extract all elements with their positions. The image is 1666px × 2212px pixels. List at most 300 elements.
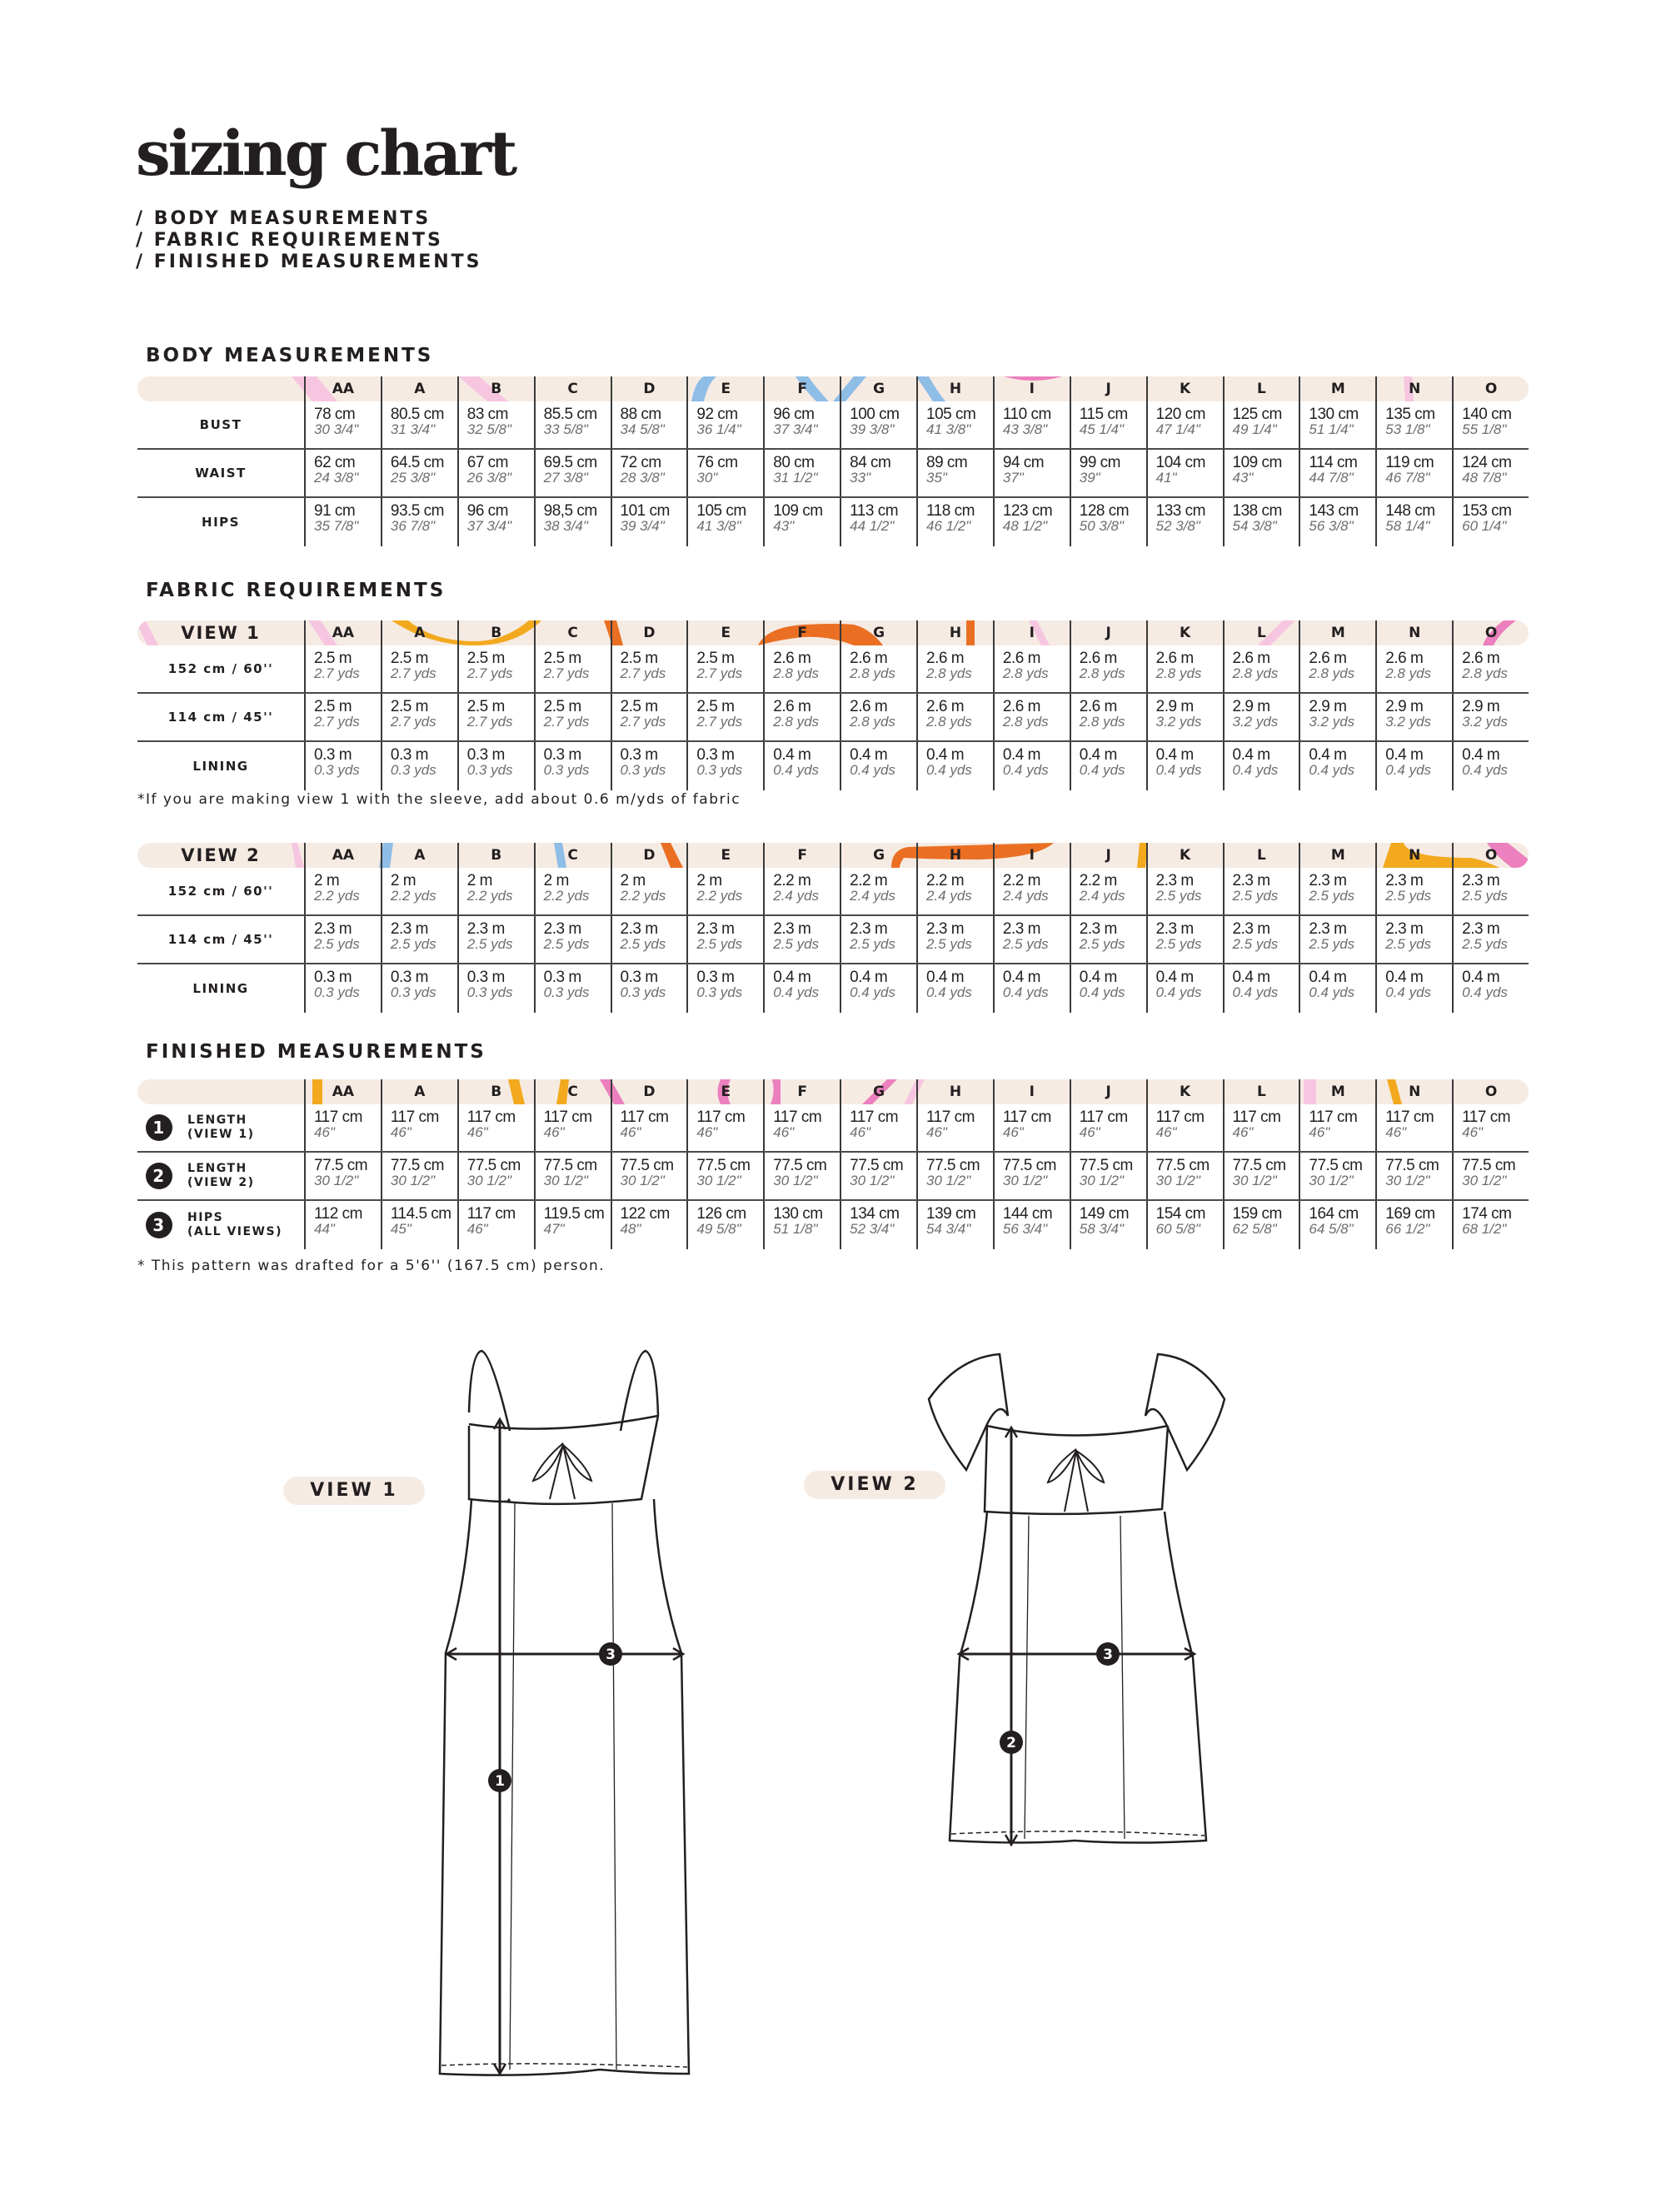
metric-value: 2.5 m bbox=[314, 650, 352, 667]
imperial-value: 3.2 yds bbox=[1309, 714, 1355, 730]
metric-value: 2.3 m bbox=[1385, 920, 1424, 938]
size-header: G bbox=[840, 620, 916, 645]
imperial-value: 2.5 yds bbox=[1309, 888, 1355, 904]
size-header: D bbox=[611, 1079, 687, 1104]
imperial-value: 3.2 yds bbox=[1155, 714, 1202, 730]
imperial-value: 54 3/8" bbox=[1232, 518, 1277, 534]
imperial-value: 2.5 yds bbox=[926, 936, 972, 952]
metric-value: 0.3 m bbox=[620, 969, 658, 986]
size-header: L bbox=[1223, 620, 1299, 645]
metric-value: 117 cm bbox=[1232, 1108, 1281, 1126]
imperial-value: 2.2 yds bbox=[620, 888, 666, 904]
metric-value: 99 cm bbox=[1079, 454, 1120, 471]
size-header: K bbox=[1146, 843, 1223, 868]
metric-value: 0.4 m bbox=[1232, 746, 1270, 764]
imperial-value: 0.3 yds bbox=[543, 984, 590, 1000]
metric-value: 2.3 m bbox=[1309, 920, 1347, 938]
metric-value: 117 cm bbox=[466, 1205, 516, 1223]
metric-value: 0.3 m bbox=[620, 746, 658, 764]
size-header: B bbox=[457, 1079, 534, 1104]
imperial-value: 43 3/8" bbox=[1002, 421, 1048, 437]
metric-value: 77.5 cm bbox=[773, 1157, 827, 1174]
imperial-value: 0.3 yds bbox=[620, 984, 666, 1000]
imperial-value: 30 1/2" bbox=[314, 1173, 359, 1188]
metric-value: 2.5 m bbox=[466, 698, 505, 715]
imperial-value: 30 3/4" bbox=[314, 421, 359, 437]
row-label: 152 cm / 60'' bbox=[167, 661, 274, 676]
metric-value: 96 cm bbox=[773, 406, 815, 423]
metric-value: 2.6 m bbox=[1385, 650, 1424, 667]
imperial-value: 50 3/8" bbox=[1079, 518, 1125, 534]
imperial-value: 0.3 yds bbox=[466, 984, 513, 1000]
size-header: O bbox=[1452, 843, 1529, 868]
metric-value: 2 m bbox=[696, 872, 722, 889]
imperial-value: 47" bbox=[543, 1221, 565, 1237]
metric-value: 2.3 m bbox=[773, 920, 811, 938]
imperial-value: 0.4 yds bbox=[1309, 762, 1355, 778]
imperial-value: 47 1/4" bbox=[1155, 421, 1200, 437]
metric-value: 2.5 m bbox=[390, 698, 428, 715]
size-header: G bbox=[840, 843, 916, 868]
imperial-value: 0.4 yds bbox=[850, 984, 895, 1000]
imperial-value: 38 3/4" bbox=[543, 518, 588, 534]
metric-value: 2.6 m bbox=[1309, 650, 1347, 667]
imperial-value: 46" bbox=[1079, 1124, 1100, 1140]
metric-value: 0.4 m bbox=[850, 969, 888, 986]
imperial-value: 39 3/4" bbox=[620, 518, 665, 534]
imperial-value: 2.8 yds bbox=[1462, 665, 1508, 681]
metric-value: 117 cm bbox=[1155, 1108, 1205, 1126]
metric-value: 2.3 m bbox=[1462, 920, 1500, 938]
imperial-value: 44 1/2" bbox=[850, 518, 895, 534]
imperial-value: 0.4 yds bbox=[1155, 762, 1202, 778]
imperial-value: 0.4 yds bbox=[1462, 984, 1508, 1000]
imperial-value: 46" bbox=[390, 1124, 412, 1140]
metric-value: 2.3 m bbox=[1155, 920, 1194, 938]
metric-value: 0.4 m bbox=[1232, 969, 1270, 986]
imperial-value: 2.5 yds bbox=[1002, 936, 1049, 952]
metric-value: 169 cm bbox=[1385, 1205, 1435, 1223]
metric-value: 0.4 m bbox=[1462, 969, 1500, 986]
imperial-value: 43" bbox=[1232, 470, 1254, 486]
imperial-value: 0.4 yds bbox=[1385, 984, 1432, 1000]
metric-value: 2.6 m bbox=[1002, 698, 1040, 715]
imperial-value: 2.2 yds bbox=[543, 888, 590, 904]
size-header: F bbox=[763, 843, 840, 868]
imperial-value: 3.2 yds bbox=[1232, 714, 1279, 730]
svg-text:2: 2 bbox=[1006, 1735, 1016, 1751]
metric-value: 126 cm bbox=[696, 1205, 746, 1223]
imperial-value: 2.8 yds bbox=[773, 714, 820, 730]
imperial-value: 2.4 yds bbox=[773, 888, 820, 904]
imperial-value: 2.2 yds bbox=[390, 888, 436, 904]
size-header-m: M bbox=[1299, 376, 1375, 401]
imperial-value: 30 1/2" bbox=[466, 1173, 512, 1188]
metric-value: 0.4 m bbox=[1462, 746, 1500, 764]
finished-measurements-title: FINISHED MEASUREMENTS bbox=[146, 1041, 486, 1063]
metric-value: 0.3 m bbox=[543, 746, 581, 764]
size-header: N bbox=[1375, 1079, 1452, 1104]
metric-value: 0.4 m bbox=[773, 969, 811, 986]
imperial-value: 0.3 yds bbox=[314, 984, 360, 1000]
metric-value: 2.3 m bbox=[620, 920, 658, 938]
metric-value: 117 cm bbox=[1079, 1108, 1128, 1126]
imperial-value: 2.5 yds bbox=[773, 936, 820, 952]
imperial-value: 35 7/8" bbox=[314, 518, 359, 534]
metric-value: 130 cm bbox=[773, 1205, 823, 1223]
metric-value: 134 cm bbox=[850, 1205, 900, 1223]
metric-value: 2.6 m bbox=[926, 698, 965, 715]
imperial-value: 2.8 yds bbox=[1232, 665, 1279, 681]
imperial-value: 36 7/8" bbox=[390, 518, 436, 534]
metric-value: 0.3 m bbox=[390, 969, 428, 986]
metric-value: 130 cm bbox=[1309, 406, 1359, 423]
size-header-b: B bbox=[457, 376, 534, 401]
imperial-value: 46" bbox=[314, 1124, 335, 1140]
metric-value: 128 cm bbox=[1079, 502, 1130, 520]
metric-value: 2.3 m bbox=[1309, 872, 1347, 889]
imperial-value: 46" bbox=[543, 1124, 565, 1140]
metric-value: 77.5 cm bbox=[1002, 1157, 1056, 1174]
metric-value: 117 cm bbox=[1462, 1108, 1511, 1126]
metric-value: 117 cm bbox=[696, 1108, 746, 1126]
size-header: N bbox=[1375, 620, 1452, 645]
imperial-value: 46" bbox=[620, 1124, 641, 1140]
metric-value: 0.3 m bbox=[696, 746, 735, 764]
imperial-value: 68 1/2" bbox=[1462, 1221, 1507, 1237]
size-header: L bbox=[1223, 1079, 1299, 1104]
imperial-value: 46 1/2" bbox=[926, 518, 971, 534]
metric-value: 2.3 m bbox=[543, 920, 581, 938]
imperial-value: 2.8 yds bbox=[850, 665, 895, 681]
metric-value: 77.5 cm bbox=[850, 1157, 904, 1174]
metric-value: 76 cm bbox=[696, 454, 738, 471]
imperial-value: 0.4 yds bbox=[773, 984, 820, 1000]
size-header-a: A bbox=[381, 376, 457, 401]
metric-value: 2.9 m bbox=[1155, 698, 1194, 715]
imperial-value: 53 1/8" bbox=[1385, 421, 1430, 437]
imperial-value: 30 1/2" bbox=[1232, 1173, 1277, 1188]
imperial-value: 2.5 yds bbox=[543, 936, 590, 952]
metric-value: 105 cm bbox=[696, 502, 746, 520]
imperial-value: 2.7 yds bbox=[543, 665, 590, 681]
metric-value: 77.5 cm bbox=[1155, 1157, 1210, 1174]
imperial-value: 46" bbox=[466, 1124, 488, 1140]
metric-value: 0.4 m bbox=[1309, 969, 1347, 986]
imperial-value: 2.5 yds bbox=[1462, 888, 1508, 904]
metric-value: 93.5 cm bbox=[390, 502, 444, 520]
imperial-value: 46" bbox=[850, 1124, 871, 1140]
metric-value: 104 cm bbox=[1155, 454, 1205, 471]
imperial-value: 2.5 yds bbox=[1385, 936, 1432, 952]
imperial-value: 0.3 yds bbox=[314, 762, 360, 778]
imperial-value: 30 1/2" bbox=[1155, 1173, 1200, 1188]
metric-value: 0.3 m bbox=[390, 746, 428, 764]
size-header: AA bbox=[304, 843, 381, 868]
metric-value: 2.9 m bbox=[1462, 698, 1500, 715]
imperial-value: 2.5 yds bbox=[1232, 888, 1279, 904]
metric-value: 123 cm bbox=[1002, 502, 1053, 520]
imperial-value: 0.4 yds bbox=[1002, 984, 1049, 1000]
metric-value: 0.4 m bbox=[1309, 746, 1347, 764]
size-header: E bbox=[686, 620, 763, 645]
size-header: D bbox=[611, 843, 687, 868]
metric-value: 77.5 cm bbox=[620, 1157, 674, 1174]
imperial-value: 62 5/8" bbox=[1232, 1221, 1277, 1237]
imperial-value: 2.8 yds bbox=[1079, 665, 1125, 681]
imperial-value: 30" bbox=[696, 470, 718, 486]
metric-value: 115 cm bbox=[1079, 406, 1128, 423]
metric-value: 117 cm bbox=[773, 1108, 822, 1126]
imperial-value: 2.5 yds bbox=[390, 936, 436, 952]
metric-value: 2.2 m bbox=[850, 872, 888, 889]
toc-item-fabric: / FABRIC REQUIREMENTS bbox=[136, 230, 443, 251]
metric-value: 140 cm bbox=[1462, 406, 1512, 423]
size-header: H bbox=[916, 620, 993, 645]
metric-value: 124 cm bbox=[1462, 454, 1512, 471]
imperial-value: 58 3/4" bbox=[1079, 1221, 1125, 1237]
size-header-e: E bbox=[686, 376, 763, 401]
metric-value: 0.4 m bbox=[1385, 746, 1424, 764]
imperial-value: 31 3/4" bbox=[390, 421, 436, 437]
size-header-c: C bbox=[534, 376, 611, 401]
metric-value: 2.2 m bbox=[926, 872, 965, 889]
metric-value: 0.4 m bbox=[926, 969, 965, 986]
imperial-value: 2.5 yds bbox=[314, 936, 360, 952]
metric-value: 0.3 m bbox=[314, 969, 352, 986]
metric-value: 2.6 m bbox=[1462, 650, 1500, 667]
imperial-value: 45" bbox=[390, 1221, 412, 1237]
metric-value: 77.5 cm bbox=[1385, 1157, 1439, 1174]
imperial-value: 0.4 yds bbox=[1385, 762, 1432, 778]
metric-value: 0.3 m bbox=[543, 969, 581, 986]
metric-value: 77.5 cm bbox=[466, 1157, 521, 1174]
toc-item-finished: / FINISHED MEASUREMENTS bbox=[136, 252, 482, 272]
imperial-value: 41" bbox=[1155, 470, 1177, 486]
metric-value: 2.3 m bbox=[1462, 872, 1500, 889]
imperial-value: 0.3 yds bbox=[390, 762, 436, 778]
imperial-value: 35" bbox=[926, 470, 947, 486]
imperial-value: 3.2 yds bbox=[1462, 714, 1508, 730]
metric-value: 64.5 cm bbox=[390, 454, 444, 471]
size-header: E bbox=[686, 843, 763, 868]
imperial-value: 0.4 yds bbox=[850, 762, 895, 778]
imperial-value: 0.4 yds bbox=[1462, 762, 1508, 778]
imperial-value: 66 1/2" bbox=[1385, 1221, 1430, 1237]
imperial-value: 37 3/4" bbox=[773, 421, 818, 437]
metric-value: 117 cm bbox=[1002, 1108, 1051, 1126]
metric-value: 2.5 m bbox=[620, 698, 658, 715]
metric-value: 2.2 m bbox=[1079, 872, 1117, 889]
size-header: M bbox=[1299, 620, 1375, 645]
size-header-l: L bbox=[1223, 376, 1299, 401]
imperial-value: 0.3 yds bbox=[620, 762, 666, 778]
size-header-o: O bbox=[1452, 376, 1529, 401]
imperial-value: 2.8 yds bbox=[850, 714, 895, 730]
metric-value: 0.4 m bbox=[1385, 969, 1424, 986]
imperial-value: 56 3/8" bbox=[1309, 518, 1354, 534]
imperial-value: 0.3 yds bbox=[466, 762, 513, 778]
metric-value: 112 cm bbox=[314, 1205, 362, 1223]
metric-value: 2.3 m bbox=[926, 920, 965, 938]
metric-value: 100 cm bbox=[850, 406, 900, 423]
imperial-value: 46" bbox=[1232, 1124, 1254, 1140]
metric-value: 138 cm bbox=[1232, 502, 1282, 520]
metric-value: 0.3 m bbox=[314, 746, 352, 764]
imperial-value: 30 1/2" bbox=[543, 1173, 588, 1188]
imperial-value: 64 5/8" bbox=[1309, 1221, 1354, 1237]
metric-value: 117 cm bbox=[314, 1108, 362, 1126]
metric-value: 0.4 m bbox=[926, 746, 965, 764]
size-header: F bbox=[763, 620, 840, 645]
imperial-value: 0.4 yds bbox=[1002, 762, 1049, 778]
size-header: C bbox=[534, 843, 611, 868]
metric-value: 117 cm bbox=[850, 1108, 899, 1126]
metric-value: 119 cm bbox=[1385, 454, 1434, 471]
imperial-value: 46" bbox=[466, 1221, 488, 1237]
metric-value: 0.3 m bbox=[696, 969, 735, 986]
metric-value: 2.6 m bbox=[1232, 650, 1270, 667]
imperial-value: 2.7 yds bbox=[620, 665, 666, 681]
metric-value: 77.5 cm bbox=[696, 1157, 751, 1174]
imperial-value: 46" bbox=[926, 1124, 947, 1140]
imperial-value: 31 1/2" bbox=[773, 470, 818, 486]
imperial-value: 27 3/8" bbox=[543, 470, 588, 486]
imperial-value: 2.5 yds bbox=[1155, 936, 1202, 952]
imperial-value: 2.5 yds bbox=[850, 936, 895, 952]
metric-value: 69.5 cm bbox=[543, 454, 597, 471]
toc-item-body: / BODY MEASUREMENTS bbox=[136, 208, 431, 229]
svg-text:1: 1 bbox=[495, 1773, 505, 1790]
metric-value: 0.4 m bbox=[1155, 969, 1194, 986]
imperial-value: 0.4 yds bbox=[773, 762, 820, 778]
imperial-value: 0.4 yds bbox=[1079, 984, 1125, 1000]
number-badge-icon: 1 bbox=[146, 1114, 172, 1141]
metric-value: 67 cm bbox=[466, 454, 508, 471]
size-header: M bbox=[1299, 1079, 1375, 1104]
size-header: J bbox=[1070, 620, 1146, 645]
metric-value: 2.3 m bbox=[1232, 920, 1270, 938]
metric-value: 83 cm bbox=[466, 406, 508, 423]
imperial-value: 60 1/4" bbox=[1462, 518, 1507, 534]
size-header: N bbox=[1375, 843, 1452, 868]
size-header-i: I bbox=[993, 376, 1070, 401]
metric-value: 0.4 m bbox=[850, 746, 888, 764]
imperial-value: 48" bbox=[620, 1221, 641, 1237]
metric-value: 2.5 m bbox=[696, 650, 735, 667]
metric-value: 78 cm bbox=[314, 406, 356, 423]
row-label: LINING bbox=[192, 759, 249, 774]
imperial-value: 2.4 yds bbox=[850, 888, 895, 904]
metric-value: 135 cm bbox=[1385, 406, 1435, 423]
imperial-value: 0.4 yds bbox=[926, 762, 972, 778]
metric-value: 77.5 cm bbox=[926, 1157, 980, 1174]
metric-value: 2.6 m bbox=[926, 650, 965, 667]
metric-value: 0.3 m bbox=[466, 746, 505, 764]
size-header: AA bbox=[304, 1079, 381, 1104]
metric-value: 2.6 m bbox=[1002, 650, 1040, 667]
sleeve-note: *If you are making view 1 with the sleeve, add about 0.6 m/yds of fabric bbox=[137, 791, 741, 808]
imperial-value: 46" bbox=[696, 1124, 718, 1140]
metric-value: 117 cm bbox=[1385, 1108, 1434, 1126]
imperial-value: 48 7/8" bbox=[1462, 470, 1507, 486]
imperial-value: 2.7 yds bbox=[696, 714, 743, 730]
size-header-g: G bbox=[840, 376, 916, 401]
size-header: J bbox=[1070, 1079, 1146, 1104]
view2-dress-icon bbox=[929, 1354, 1225, 1845]
metric-value: 0.4 m bbox=[1002, 746, 1040, 764]
imperial-value: 0.4 yds bbox=[1079, 762, 1125, 778]
metric-value: 91 cm bbox=[314, 502, 356, 520]
row-label: 152 cm / 60'' bbox=[167, 884, 274, 899]
imperial-value: 2.5 yds bbox=[696, 936, 743, 952]
size-header: G bbox=[840, 1079, 916, 1104]
imperial-value: 56 3/4" bbox=[1002, 1221, 1048, 1237]
imperial-value: 2.7 yds bbox=[543, 714, 590, 730]
metric-value: 85.5 cm bbox=[543, 406, 597, 423]
metric-value: 2.9 m bbox=[1309, 698, 1347, 715]
metric-value: 84 cm bbox=[850, 454, 891, 471]
metric-value: 139 cm bbox=[926, 1205, 976, 1223]
metric-value: 2 m bbox=[620, 872, 646, 889]
imperial-value: 2.8 yds bbox=[926, 665, 972, 681]
size-header: I bbox=[993, 843, 1070, 868]
imperial-value: 2.7 yds bbox=[390, 714, 436, 730]
imperial-value: 58 1/4" bbox=[1385, 518, 1430, 534]
metric-value: 2.3 m bbox=[696, 920, 735, 938]
imperial-value: 2.5 yds bbox=[1232, 936, 1279, 952]
imperial-value: 49 1/4" bbox=[1232, 421, 1277, 437]
metric-value: 114.5 cm bbox=[390, 1205, 451, 1223]
metric-value: 2 m bbox=[543, 872, 569, 889]
imperial-value: 0.4 yds bbox=[1232, 984, 1279, 1000]
metric-value: 2.5 m bbox=[314, 698, 352, 715]
metric-value: 148 cm bbox=[1385, 502, 1435, 520]
imperial-value: 0.4 yds bbox=[1155, 984, 1202, 1000]
size-header: H bbox=[916, 843, 993, 868]
size-header: A bbox=[381, 1079, 457, 1104]
metric-value: 117 cm bbox=[620, 1108, 669, 1126]
row-label: 114 cm / 45'' bbox=[167, 932, 274, 947]
metric-value: 2.3 m bbox=[466, 920, 505, 938]
metric-value: 159 cm bbox=[1232, 1205, 1282, 1223]
metric-value: 77.5 cm bbox=[1462, 1157, 1516, 1174]
size-header-j: J bbox=[1070, 376, 1146, 401]
metric-value: 2.5 m bbox=[466, 650, 505, 667]
metric-value: 2.5 m bbox=[543, 698, 581, 715]
imperial-value: 2.4 yds bbox=[1079, 888, 1125, 904]
size-header: O bbox=[1452, 1079, 1529, 1104]
fabric-requirements-title: FABRIC REQUIREMENTS bbox=[146, 580, 446, 601]
imperial-value: 2.8 yds bbox=[1002, 714, 1049, 730]
metric-value: 2.6 m bbox=[1079, 698, 1117, 715]
size-header-aa: AA bbox=[304, 376, 381, 401]
imperial-value: 2.4 yds bbox=[1002, 888, 1049, 904]
imperial-value: 30 1/2" bbox=[926, 1173, 971, 1188]
metric-value: 2.5 m bbox=[390, 650, 428, 667]
imperial-value: 2.5 yds bbox=[1385, 888, 1432, 904]
size-header: D bbox=[611, 620, 687, 645]
imperial-value: 2.8 yds bbox=[1002, 665, 1049, 681]
metric-value: 2 m bbox=[466, 872, 492, 889]
metric-value: 2.2 m bbox=[773, 872, 811, 889]
imperial-value: 3.2 yds bbox=[1385, 714, 1432, 730]
imperial-value: 2.8 yds bbox=[926, 714, 972, 730]
metric-value: 0.4 m bbox=[1079, 969, 1117, 986]
imperial-value: 48 1/2" bbox=[1002, 518, 1048, 534]
imperial-value: 2.8 yds bbox=[1079, 714, 1125, 730]
metric-value: 101 cm bbox=[620, 502, 670, 520]
